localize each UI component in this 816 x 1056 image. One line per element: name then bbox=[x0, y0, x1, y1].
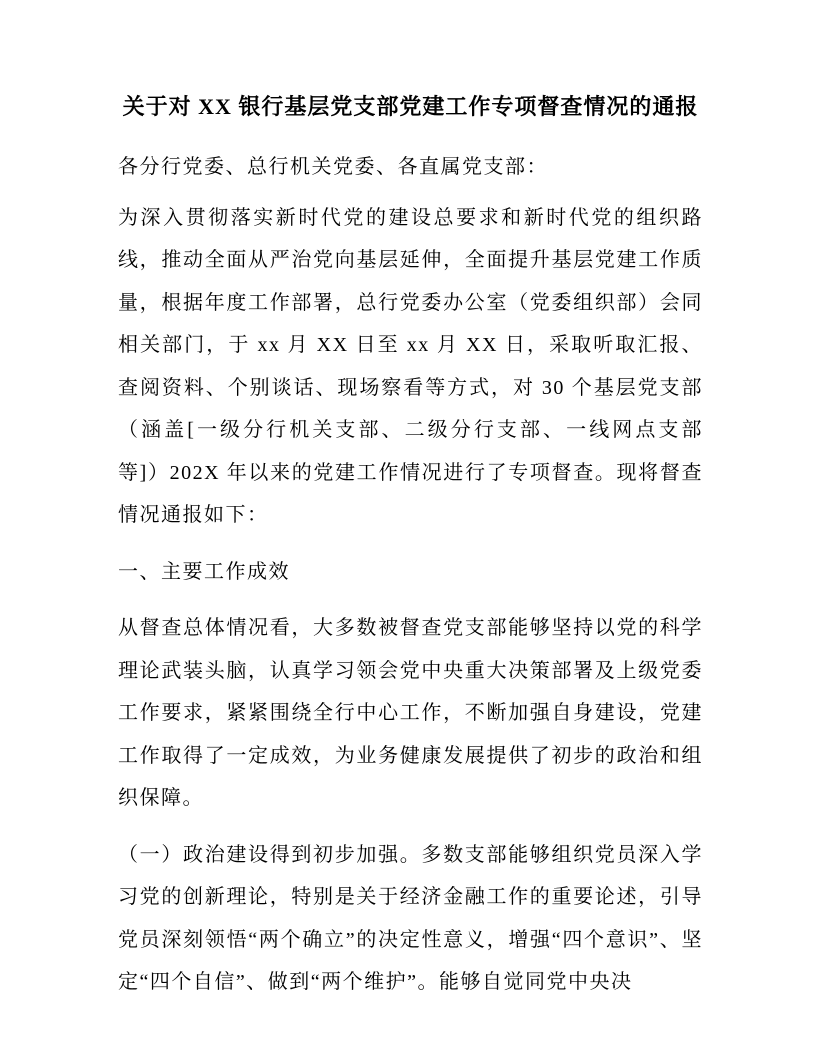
section-heading-main-achievements: 一、主要工作成效 bbox=[118, 560, 290, 583]
paragraph-political-building: （一）政治建设得到初步加强。多数支部能够组织党员深入学习党的创新理论，特别是关于经济金融工作的重要论述，引导党员深刻领悟“两个确立”的决定性意义，增强“四个意识”、坚定“四个自信”、做到“两个维护”。能够自觉同党中央决 bbox=[118, 843, 703, 993]
paragraph-introduction: 为深入贯彻落实新时代党的建设总要求和新时代党的组织路线，推动全面从严治党向基层延伸，全面提升基层党建工作质量，根据年度工作部署，总行党委办公室（党委组织部）会同相关部门，于 xx 月 XX 日至 xx 月 XX 日，采取听取汇报、查阅资料、个别谈话、现场察看等方式，对 30 个基层党支部（涵盖[一级分行机关支部、二级分行支部、一线网点支部等]）202X 年以来的党建工作情况进行了专项督查。现将督查情况通报如下： bbox=[118, 206, 703, 526]
salutation-line: 各分行党委、总行机关党委、各直属党支部： bbox=[118, 156, 548, 178]
paragraph-overall-situation: 从督查总体情况看，大多数被督查党支部能够坚持以党的科学理论武装头脑，认真学习领会党中央重大决策部署及上级党委工作要求，紧紧围绕全行中心工作，不断加强自身建设，党建工作取得了一定成效，为业务健康发展提供了初步的政治和组织保障。 bbox=[118, 617, 703, 809]
document-title: 关于对 XX 银行基层党支部党建工作专项督查情况的通报 bbox=[122, 94, 699, 119]
